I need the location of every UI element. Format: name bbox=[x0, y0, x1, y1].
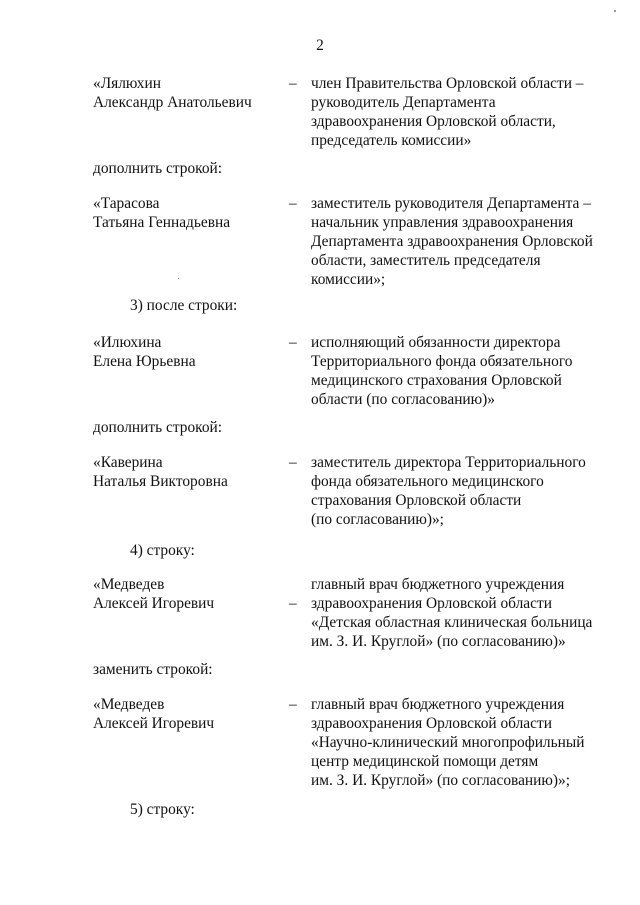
member-role bbox=[311, 575, 592, 651]
role-line: страхования Орловской области bbox=[311, 492, 522, 509]
instruction-replace-line: заменить строкой: bbox=[93, 661, 213, 678]
member-name bbox=[93, 453, 228, 491]
dash: – bbox=[289, 334, 297, 351]
role-line: области, заместитель председателя bbox=[311, 252, 541, 269]
dash: – bbox=[289, 75, 297, 92]
role-line: главный врач бюджетного учреждения bbox=[311, 576, 565, 593]
role-line: исполняющий обязанности директора bbox=[311, 334, 561, 351]
role-line: (по согласованию)»; bbox=[311, 511, 444, 528]
member-name bbox=[93, 695, 214, 733]
name-line: Алексей Игоревич bbox=[93, 595, 215, 612]
dash: – bbox=[289, 696, 297, 713]
instruction-item-3: 3) после строки: bbox=[130, 297, 238, 314]
role-line: «Научно-клинический многопрофильный bbox=[311, 734, 585, 751]
role-line: главный врач бюджетного учреждения bbox=[311, 696, 565, 713]
role-line: начальник управления здравоохранения bbox=[311, 214, 574, 231]
role-line: «Детская областная клиническая больница bbox=[311, 614, 593, 631]
name-line: «Лялюхин bbox=[93, 75, 161, 92]
page-number: 2 bbox=[316, 37, 324, 54]
name-line: «Медведев bbox=[93, 696, 165, 713]
role-line: председатель комиссии» bbox=[311, 132, 472, 149]
name-line: Елена Юрьевна bbox=[93, 353, 196, 370]
member-role bbox=[311, 74, 584, 150]
role-line: области (по согласованию)» bbox=[311, 391, 495, 408]
member-role bbox=[311, 695, 584, 790]
role-line: здравоохранения Орловской области bbox=[311, 715, 552, 732]
member-name bbox=[93, 575, 214, 613]
member-role bbox=[311, 194, 593, 289]
instruction-item-4: 4) строку: bbox=[130, 542, 195, 559]
dash: – bbox=[289, 454, 297, 471]
instruction-add-line: дополнить строкой: bbox=[93, 419, 223, 436]
name-line: «Илюхина bbox=[93, 334, 162, 351]
dash: – bbox=[289, 195, 297, 212]
role-line: Департамента здравоохранения Орловской bbox=[311, 233, 593, 250]
instruction-add-line: дополнить строкой: bbox=[93, 160, 223, 177]
role-line: здравоохранения Орловской области, bbox=[311, 113, 556, 130]
scan-speck bbox=[178, 278, 179, 279]
name-line: Александр Анатольевич bbox=[93, 94, 252, 111]
dash: – bbox=[289, 595, 297, 612]
role-line: им. З. И. Круглой» (по согласованию)» bbox=[311, 633, 566, 650]
role-line: здравоохранения Орловской области bbox=[311, 595, 552, 612]
member-name bbox=[93, 194, 230, 232]
role-line: фонда обязательного медицинского bbox=[311, 473, 544, 490]
role-line: комиссии»; bbox=[311, 271, 386, 288]
name-line: «Медведев bbox=[93, 576, 165, 593]
role-line: руководитель Департамента bbox=[311, 94, 496, 111]
name-line: Алексей Игоревич bbox=[93, 715, 215, 732]
member-role bbox=[311, 333, 572, 409]
role-line: заместитель директора Территориального bbox=[311, 454, 586, 471]
name-line: Татьяна Геннадьевна bbox=[93, 214, 231, 231]
member-name bbox=[93, 333, 196, 371]
scan-speck bbox=[614, 10, 616, 12]
name-line: Наталья Викторовна bbox=[93, 473, 228, 490]
role-line: им. З. И. Круглой» (по согласованию)»; bbox=[311, 772, 570, 789]
role-line: медицинского страхования Орловской bbox=[311, 372, 562, 389]
name-line: «Каверина bbox=[93, 454, 163, 471]
member-name bbox=[93, 74, 252, 112]
role-line: член Правительства Орловской области – bbox=[311, 75, 584, 92]
role-line: Территориального фонда обязательного bbox=[311, 353, 573, 370]
role-line: центр медицинской помощи детям bbox=[311, 753, 539, 770]
member-role bbox=[311, 453, 586, 529]
instruction-item-5: 5) строку: bbox=[130, 801, 195, 818]
role-line: заместитель руководителя Департамента – bbox=[311, 195, 591, 212]
name-line: «Тарасова bbox=[93, 195, 160, 212]
